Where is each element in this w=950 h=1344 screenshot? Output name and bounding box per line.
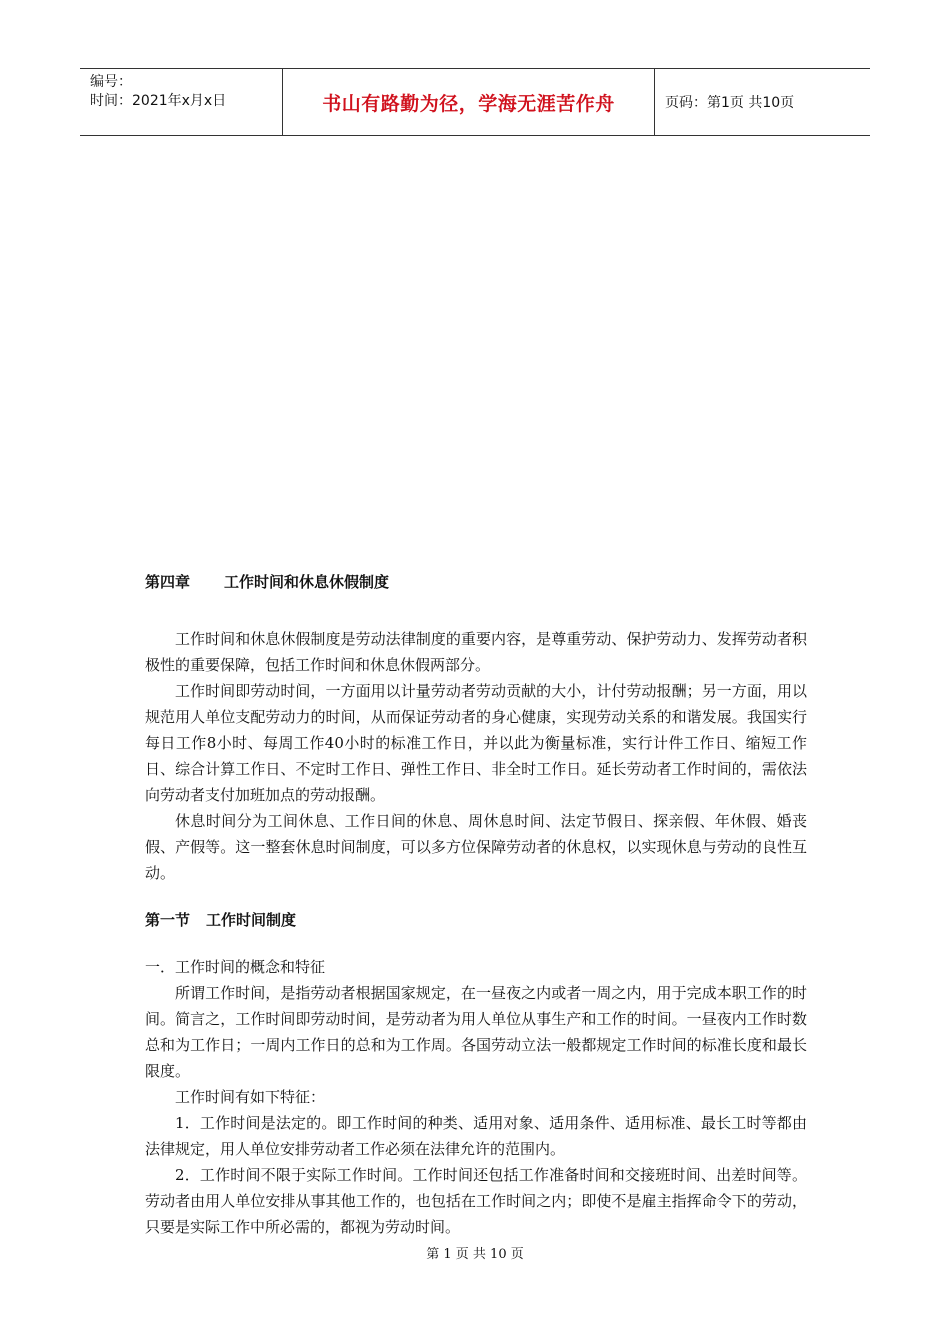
section-title: 工作时间制度 xyxy=(206,911,297,929)
header-page-cell xyxy=(655,69,870,135)
subheading: 一．工作时间的概念和特征 xyxy=(145,958,326,976)
intro-paragraph: 休息时间分为工间休息、工作日间的休息、周休息时间、法定节假日、探亲假、年休假、婚丧假、产假等。这一整套休息时间制度，可以多方位保障劳动者的休息权，以实现休息与劳动的良性互动。 xyxy=(145,812,807,882)
intro-paragraph: 工作时间即劳动时间，一方面用以计量劳动者劳动贡献的大小，计付劳动报酬；另一方面，用以规范用人单位支配劳动力的时间，从而保证劳动者的身心健康，实现劳动关系的和谐发展。我国实行每日工作8小时、每周工作40小时的标准工作日，并以此为衡量标准，实行计件工作日、缩短工作日、综合计算工作日、不定时工作日、弹性工作日、非全时工作日。延长劳动者工作时间的，需依法向劳动者支付加班加点的劳动报酬。 xyxy=(145,682,807,804)
body-paragraph: 1．工作时间是法定的。即工作时间的种类、适用对象、适用条件、适用标准、最长工时等都由法律规定，用人单位安排劳动者工作必须在法律允许的范围内。 xyxy=(145,1114,807,1158)
header-motto-cell xyxy=(282,69,655,135)
section-number: 第一节 xyxy=(145,911,191,929)
chapter-number: 第四章 xyxy=(145,573,191,591)
header-page-label: 页码：第1页 共10页 xyxy=(665,95,795,111)
chapter-heading xyxy=(145,568,807,596)
header-meta-cell xyxy=(80,69,282,135)
section-heading xyxy=(145,906,807,934)
document-number-label: 编号： xyxy=(90,74,132,90)
header-table xyxy=(80,68,870,136)
document-time-label: 时间：2021年x月x日 xyxy=(90,93,227,109)
chapter-title: 工作时间和休息休假制度 xyxy=(224,573,390,591)
header-motto: 书山有路勤为径，学海无涯苦作舟 xyxy=(322,92,615,115)
body-paragraph: 工作时间有如下特征： xyxy=(175,1088,326,1106)
document-body xyxy=(145,568,807,1240)
body-paragraph: 所谓工作时间，是指劳动者根据国家规定，在一昼夜之内或者一周之内，用于完成本职工作的时间。简言之，工作时间即劳动时间，是劳动者为用人单位从事生产和工作的时间。一昼夜内工作时数总和为工作日；一周内工作日的总和为工作周。各国劳动立法一般都规定工作时间的标准长度和最长限度。 xyxy=(145,984,807,1080)
intro-paragraph: 工作时间和休息休假制度是劳动法律制度的重要内容，是尊重劳动、保护劳动力、发挥劳动者积极性的重要保障，包括工作时间和休息休假两部分。 xyxy=(145,630,807,674)
page-footer: 第 1 页 共 10 页 xyxy=(426,1247,524,1262)
body-paragraph: 2．工作时间不限于实际工作时间。工作时间还包括工作准备时间和交接班时间、出差时间等。劳动者由用人单位安排从事其他工作的，也包括在工作时间之内；即使不是雇主指挥命令下的劳动，只要是实际工作中所必需的，都视为劳动时间。 xyxy=(145,1166,807,1236)
